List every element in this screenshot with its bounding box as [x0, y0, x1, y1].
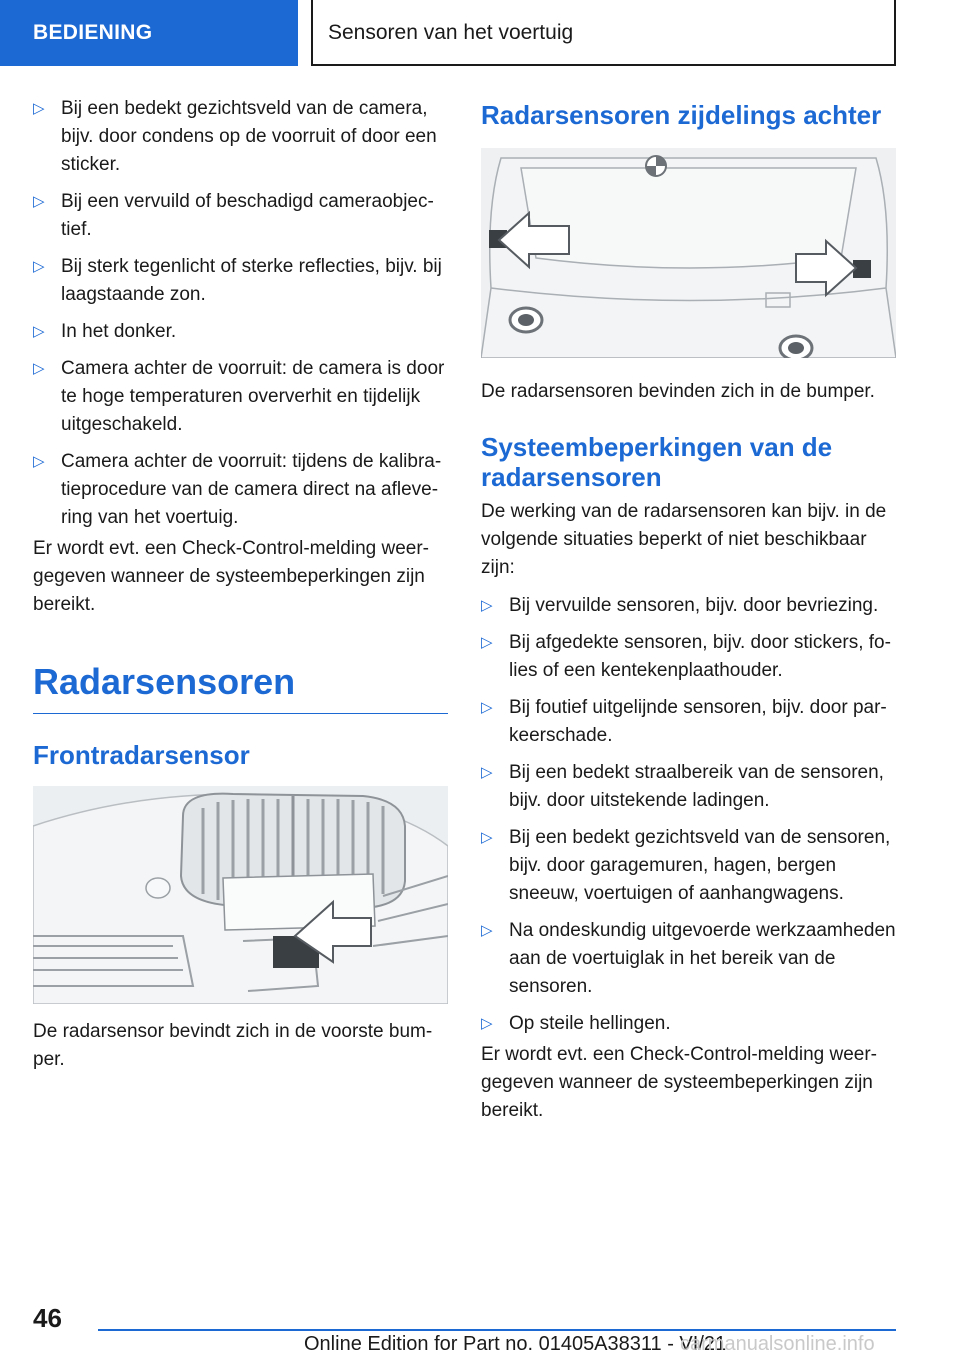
system-limits-intro: De werking van de radarsensoren kan bijv. in de volgende situaties beperkt of niet beschikbaar zijn: [481, 501, 887, 578]
bullet-triangle-icon: ▷ [481, 597, 493, 614]
list-item: ▷ Na ondeskundig uitgevoerde werkzaamheden aan de voertuiglak in het bereik van de sensoren. [481, 917, 896, 1001]
chapter-tab: BEDIENING [0, 0, 298, 66]
bullet-triangle-icon: ▷ [481, 699, 493, 716]
rear-bumper-illustration [481, 148, 896, 358]
heading-frontradarsensor: Frontradarsensor [33, 740, 250, 770]
list-item: ▷ Bij vervuilde sensoren, bijv. door bevriezing. [481, 592, 896, 620]
right-column [481, 100, 896, 1125]
heading-radarsensoren: Radarsensoren [33, 661, 448, 714]
bullet-triangle-icon: ▷ [33, 100, 45, 117]
bullet-triangle-icon: ▷ [481, 634, 493, 651]
list-item: ▷ Bij afgedekte sensoren, bijv. door stickers, folies of een kentekenplaathouder. [481, 629, 896, 685]
watermark: carmanualsonline.info [680, 1333, 875, 1355]
radar-limits-list [481, 592, 896, 1038]
heading-system-limits: Systeembeperkingen van de radarsensoren [481, 432, 833, 492]
list-item: ▷ Op steile hellingen. [481, 1010, 896, 1038]
rear-sensor-caption: De radarsensoren bevinden zich in de bumper. [481, 381, 875, 402]
list-item: ▷ Bij een bedekt straalbereik van de sensoren, bijv. door uitstekende ladingen. [481, 759, 896, 815]
camera-limits-list [33, 95, 448, 532]
heading-rear-side-sensors: Radarsensoren zijdelings achter [481, 100, 882, 130]
bullet-triangle-icon: ▷ [33, 258, 45, 275]
page-number: 46 [33, 1303, 62, 1333]
section-title: Sensoren van het voertuig [311, 0, 896, 66]
list-item: ▷ Camera achter de voorruit: tijdens de kalibratieprocedure van de camera direct na aflevering van het voertuig. [33, 448, 448, 532]
edition-text: Online Edition for Part no. 01405A38311 - VI/21 [304, 1333, 727, 1355]
footer-divider [98, 1329, 896, 1331]
bullet-triangle-icon: ▷ [481, 1015, 493, 1032]
bullet-triangle-icon: ▷ [33, 360, 45, 377]
page-header [0, 0, 960, 66]
list-item: ▷ Camera achter de voorruit: de camera is door te hoge temperaturen oververhit en tijdelijk uitgeschakeld. [33, 355, 448, 439]
list-item: ▷ Bij een bedekt gezichtsveld van de sensoren, bijv. door garagemuren, hagen, bergen sneeuw, voertuigen of aanhangwagens. [481, 824, 896, 908]
bullet-triangle-icon: ▷ [481, 829, 493, 846]
rear-bumper-drawing [481, 148, 896, 358]
bullet-triangle-icon: ▷ [33, 453, 45, 470]
check-control-note-right: Er wordt evt. een Check-Control-melding weergegeven wanneer de systeembeperkingen zijn bereikt. [481, 1044, 877, 1121]
bullet-triangle-icon: ▷ [481, 764, 493, 781]
list-item: ▷ Bij foutief uitgelijnde sensoren, bijv. door parkeerschade. [481, 694, 896, 750]
front-sensor-caption: De radarsensor bevindt zich in de voorste bumper. [33, 1021, 433, 1070]
list-item: ▷ Bij een bedekt gezichtsveld van de camera, bijv. door condens op de voorruit of door een sticker. [33, 95, 448, 179]
check-control-note: Er wordt evt. een Check-Control-melding weergegeven wanneer de systeembeperkingen zijn bereikt. [33, 538, 429, 615]
bullet-triangle-icon: ▷ [33, 193, 45, 210]
bullet-triangle-icon: ▷ [481, 922, 493, 939]
front-bumper-drawing [33, 786, 448, 1004]
bullet-triangle-icon: ▷ [33, 323, 45, 340]
front-bumper-illustration [33, 786, 448, 1004]
left-column [33, 95, 448, 1074]
list-item: ▷ Bij sterk tegenlicht of sterke reflecties, bijv. bij laagstaande zon. [33, 253, 448, 309]
list-item: ▷ Bij een vervuild of beschadigd cameraobjectief. [33, 188, 448, 244]
list-item: ▷ In het donker. [33, 318, 448, 346]
